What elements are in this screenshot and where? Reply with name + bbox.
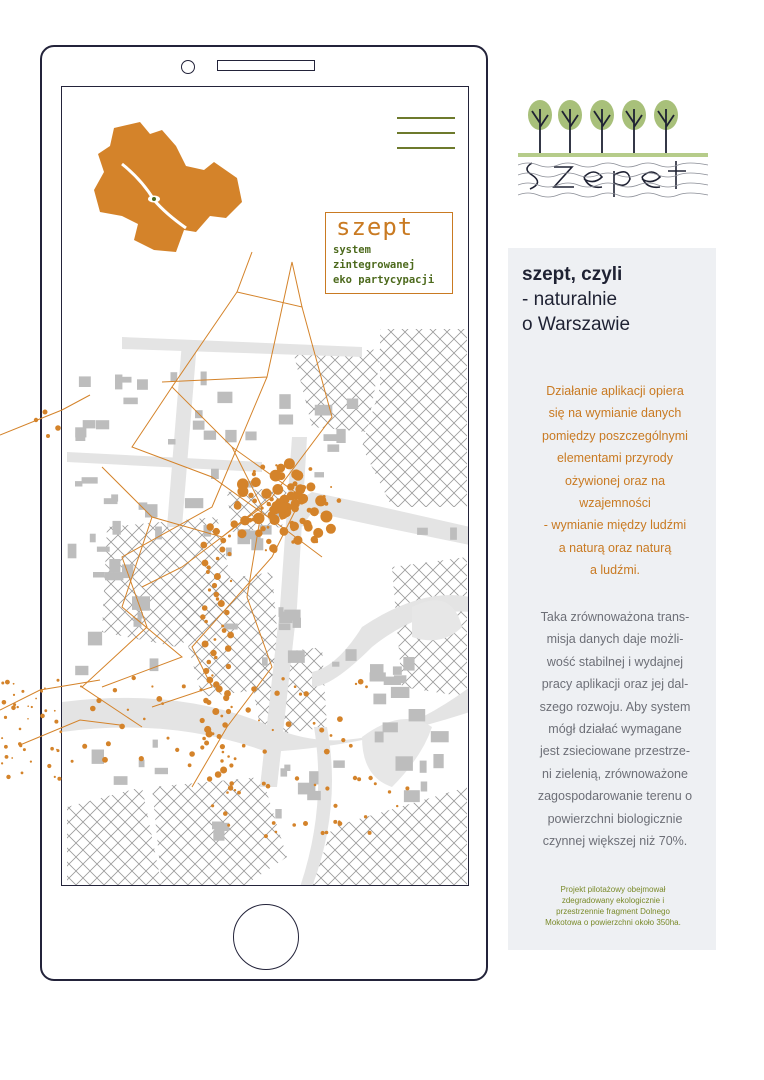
- app-title: szept: [336, 213, 414, 241]
- network-dot: [5, 680, 10, 685]
- gray-paragraph-line: mógł działać wymagane: [548, 722, 682, 737]
- network-dot: [11, 757, 13, 759]
- app-subtitle-line: system: [333, 244, 371, 256]
- gray-paragraph-line: wość stabilnej i wydajnej: [546, 654, 684, 669]
- network-dot: [13, 694, 15, 696]
- orange-paragraph-line: wzajemności: [579, 496, 651, 511]
- gray-paragraph-line: ni zielenią, zrównoważone: [542, 766, 688, 781]
- app-subtitle-line: eko partycypacji: [333, 274, 435, 286]
- network-dot: [4, 745, 8, 749]
- network-dot: [40, 714, 45, 719]
- footnote-line: przestrzennie fragment Dolnego: [556, 907, 670, 916]
- orange-paragraph: [522, 380, 708, 582]
- network-dot: [40, 690, 43, 693]
- gray-paragraph-line: czynnej większej niż 70%.: [542, 834, 688, 849]
- network-dot: [21, 690, 24, 693]
- network-dot: [19, 728, 22, 731]
- network-dot: [1, 682, 4, 685]
- gray-paragraph-line: pracy aplikacji oraz jej dal-: [541, 677, 689, 692]
- app-subtitle: [333, 243, 434, 288]
- network-dot: [5, 755, 9, 759]
- panel-title-line: - naturalnie: [522, 289, 618, 310]
- orange-paragraph-line: pomiędzy poszczególnymi: [542, 428, 688, 443]
- network-dot: [4, 716, 7, 719]
- gray-paragraph-line: powierzchni biologicznie: [547, 811, 683, 826]
- gray-paragraph: [522, 606, 708, 852]
- footnote-line: zdegradowany ekologicznie i: [561, 896, 665, 905]
- network-dot: [57, 679, 60, 682]
- panel-title: [522, 262, 712, 337]
- logo-waves: [518, 163, 708, 197]
- footnote: [515, 884, 711, 928]
- network-dot: [43, 410, 48, 415]
- gray-paragraph-line: szego rozwoju. Aby system: [539, 699, 691, 714]
- network-dot: [23, 748, 26, 751]
- orange-paragraph-line: - wymianie między ludźmi: [543, 518, 687, 533]
- orange-paragraph-line: a ludźmi.: [589, 563, 641, 578]
- network-dot: [1, 762, 3, 764]
- network-dot: [59, 730, 62, 733]
- network-dot: [21, 772, 24, 775]
- gray-paragraph-line: jest zsieciowane przestrze-: [539, 744, 691, 759]
- network-line: [20, 720, 120, 745]
- network-dot: [55, 425, 61, 431]
- network-line: [0, 395, 90, 435]
- footnote-line: Projekt pilotażowy obejmował: [560, 885, 666, 894]
- network-dot: [11, 706, 16, 711]
- orange-paragraph-line: ożywionej oraz na: [564, 473, 666, 488]
- network-dot: [50, 747, 54, 751]
- panel-title-line: o Warszawie: [522, 314, 631, 335]
- network-dot: [31, 706, 33, 708]
- footnote-line: Mokotowa o powierzchni około 350ha.: [545, 918, 681, 927]
- network-dot: [1, 737, 3, 739]
- network-dot: [54, 776, 56, 778]
- panel-title-bold: szept, czyli: [522, 264, 623, 285]
- network-dot: [19, 744, 22, 747]
- network-dot: [27, 705, 29, 707]
- network-dot: [57, 749, 60, 752]
- gray-paragraph-line: Taka zrównoważona trans-: [540, 610, 690, 624]
- network-dot: [6, 775, 10, 779]
- network-dot: [44, 687, 46, 689]
- network-dot: [57, 777, 61, 781]
- orange-paragraph-line: a naturą oraz naturą: [558, 540, 672, 555]
- app-subtitle-line: zintegrowanej: [333, 259, 416, 271]
- network-dot: [13, 683, 15, 685]
- network-dot: [54, 720, 58, 724]
- szept-logo: [518, 97, 712, 207]
- network-dot: [34, 418, 38, 422]
- gray-paragraph-line: misja danych daje możli-: [546, 632, 684, 647]
- orange-paragraph-line: się na wymianie danych: [548, 406, 682, 421]
- network-dot: [30, 761, 32, 763]
- network-dot: [47, 764, 51, 768]
- network-dot: [54, 710, 56, 712]
- orange-paragraph-line: Działanie aplikacji opiera: [546, 384, 684, 398]
- network-dot: [2, 700, 7, 705]
- network-dot: [27, 718, 29, 720]
- network-dot: [17, 706, 19, 708]
- network-dot: [46, 434, 50, 438]
- orange-paragraph-line: elementami przyrody: [556, 451, 673, 466]
- network-dot: [35, 698, 37, 700]
- network-dot: [44, 709, 47, 712]
- gray-paragraph-line: zagospodarowanie terenu o: [537, 789, 693, 804]
